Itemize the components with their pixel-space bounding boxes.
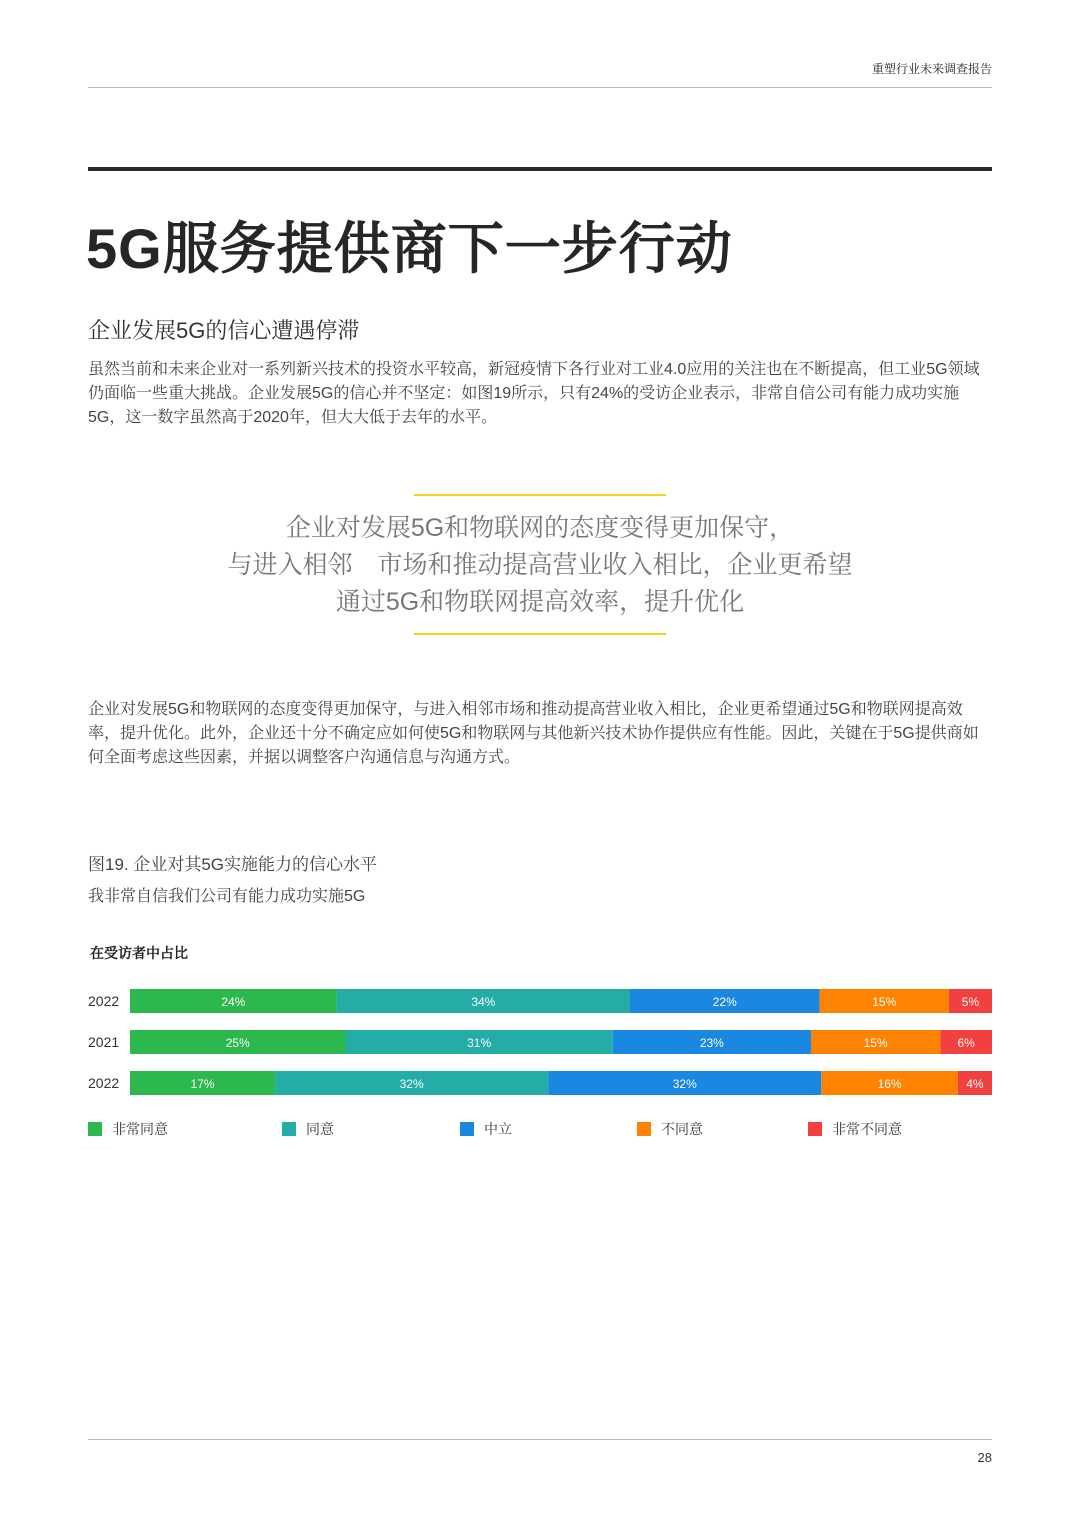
- legend-swatch: [460, 1122, 474, 1136]
- figure-subtitle: 我非常自信我们公司有能力成功实施5G: [88, 888, 366, 905]
- chart-data-label: 6%: [957, 1036, 975, 1050]
- legend-label: 不同意: [661, 1121, 703, 1137]
- legend-label: 同意: [306, 1121, 334, 1137]
- chart-category-label: 2022: [88, 993, 120, 1009]
- legend-swatch: [808, 1122, 822, 1136]
- legend-label: 中立: [484, 1121, 512, 1137]
- legend-swatch: [282, 1122, 296, 1136]
- legend-label: 非常不同意: [832, 1121, 902, 1137]
- chart-data-label: 17%: [190, 1077, 215, 1091]
- chart-data-label: 24%: [221, 995, 246, 1009]
- chart-category-label: 2021: [88, 1034, 120, 1050]
- chart-data-label: 15%: [872, 995, 897, 1009]
- chart-data-label: 15%: [863, 1036, 888, 1050]
- chart-data-label: 32%: [399, 1077, 424, 1091]
- chart-data-label: 16%: [877, 1077, 902, 1091]
- chart-data-label: 23%: [699, 1036, 724, 1050]
- body-paragraph-1: 虽然当前和未来企业对一系列新兴技术的投资水平较高，新冠疫情下各行业对工业4.0应用的关注也在不断提高，但工业5G领域仍面临一些重大挑战。企业发展5G的信心并不坚定：如图19所示，只有24%的受访企业表示，非常自信公司有能力成功实施5G，这一数字虽然高于2020年，但大大低于去年的水平。: [88, 361, 980, 426]
- section-heading: 企业发展5G的信心遭遇停滞: [88, 318, 360, 343]
- pull-quote-line-1: 企业对发展5G和物联网的态度变得更加保守，: [285, 514, 795, 542]
- legend-swatch: [88, 1122, 102, 1136]
- legend-swatch: [637, 1122, 651, 1136]
- chart-category-label: 2022: [88, 1075, 120, 1091]
- chart-data-label: 32%: [672, 1077, 697, 1091]
- chart-data-label: 5%: [961, 995, 980, 1009]
- legend-label: 非常同意: [112, 1121, 168, 1137]
- chart-data-label: 31%: [467, 1036, 492, 1050]
- page-title: 5G服务提供商下一步行动: [86, 217, 733, 280]
- page-number: 28: [977, 1450, 992, 1465]
- body-paragraph-2: 企业对发展5G和物联网的态度变得更加保守，与进入相邻市场和推动提高营业收入相比，企业更希望通过5G和物联网提高效率，提升优化。此外，企业还十分不确定应如何使5G和物联网与其他新兴技术协作提供应有性能。因此，关键在于5G提供商如何全面考虑这些因素，并据以调整客户沟通信息与沟通方式。: [88, 701, 979, 766]
- pull-quote-line-2: 与进入相邻 市场和推动提高营业收入相比，企业更希望: [227, 551, 853, 579]
- figure-title: 图19. 企业对其5G实施能力的信心水平: [88, 855, 378, 874]
- chart-data-label: 25%: [225, 1036, 250, 1050]
- footer-divider: [88, 1439, 992, 1440]
- chart-data-label: 34%: [471, 995, 496, 1009]
- chart-data-label: 22%: [712, 995, 737, 1009]
- chart-data-label: 4%: [966, 1077, 984, 1091]
- pull-quote-line-3: 通过5G和物联网提高效率，提升优化: [335, 588, 745, 616]
- report-title: 重塑行业未来调查报告: [871, 62, 992, 76]
- chart-axis-label: 在受访者中占比: [90, 945, 188, 961]
